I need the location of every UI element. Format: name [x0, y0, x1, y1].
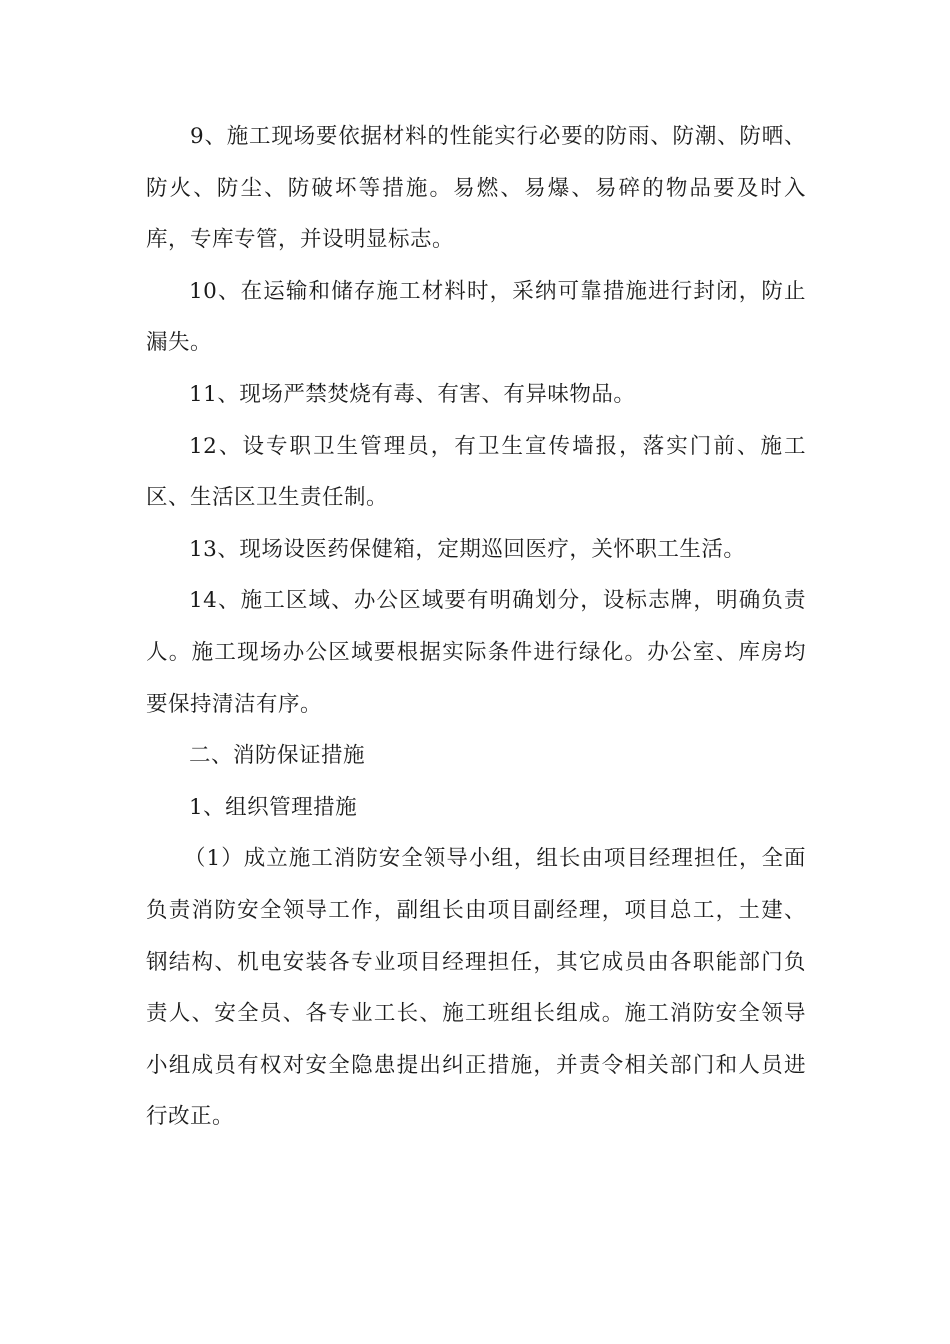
paragraph-item-14: 14、施工区域、办公区域要有明确划分，设标志牌，明确负责人。施工现场办公区域要根据实际条件进行绿化。办公室、库房均要保持清洁有序。	[146, 588, 806, 717]
subsection-heading-organization: 1、组织管理措施	[189, 794, 358, 820]
paragraph-item-9: 9、施工现场要依据材料的性能实行必要的防雨、防潮、防晒、防火、防尘、防破坏等措施。易燃、易爆、易碎的物品要及时入库，专库专管，并设明显标志。	[146, 124, 806, 253]
paragraph-item-11: 11、现场严禁焚烧有毒、有害、有异味物品。	[189, 381, 636, 407]
document-body	[146, 111, 806, 1143]
paragraph-item-13: 13、现场设医药保健箱，定期巡回医疗，关怀职工生活。	[189, 536, 746, 562]
paragraph-item-12: 12、设专职卫生管理员，有卫生宣传墙报，落实门前、施工区、生活区卫生责任制。	[146, 433, 806, 511]
paragraph-item-10: 10、在运输和储存施工材料时，采纳可靠措施进行封闭，防止漏失。	[146, 278, 806, 356]
paragraph-item-1-1: （1）成立施工消防安全领导小组，组长由项目经理担任，全面负责消防安全领导工作，副组长由项目副经理，项目总工，土建、钢结构、机电安装各专业项目经理担任，其它成员由各职能部门负责人、安全员、各专业工长、施工班组长组成。施工消防安全领导小组成员有权对安全隐患提出纠正措施，并责令相关部门和人员进行改正。	[146, 846, 806, 1130]
section-heading-fire-protection: 二、消防保证措施	[189, 743, 366, 769]
